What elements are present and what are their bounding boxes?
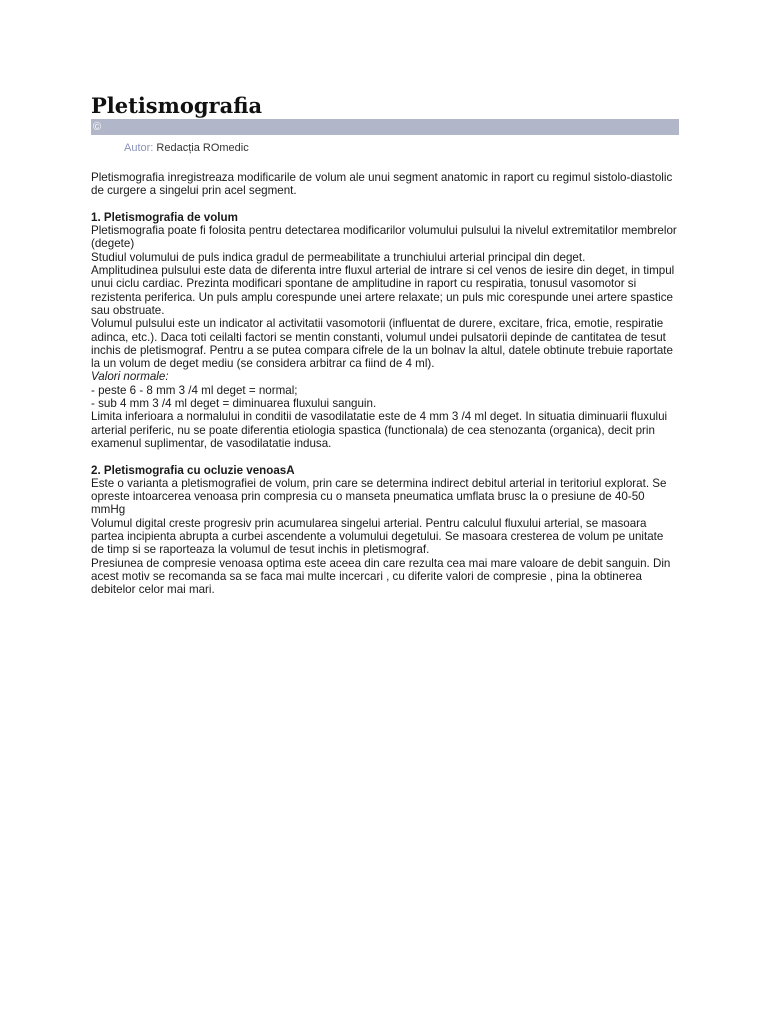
author-label: Autor: bbox=[124, 142, 154, 154]
author-link[interactable]: Redacția ROmedic bbox=[156, 142, 249, 154]
section2-p1: Este o varianta a pletismografiei de volum, prin care se determina indirect debitul arterial in teritoriul explorat. Se opreste intoarcerea venoasa prin compresia cu o manseta pneumatica umflata brusc la o presiune de 40-50 mmHg bbox=[91, 476, 667, 517]
section2-p3: Presiunea de compresie venoasa optima este aceea din care rezulta cea mai mare valoare de debit sanguin. Din acest motiv se recomanda sa se faca mai multe incercari , cu diferite valori de compresie , pina la obtinerea debitelor celor mai mari. bbox=[91, 556, 671, 597]
section1-p3: Amplitudinea pulsului este data de diferenta intre fluxul arterial de intrare si cel venos de iesire din deget, in timpul unui ciclu cardiac. Prezinta modificari spontane de amplitudine in raport cu respiratia, tonusul vasomotor si rezistenta periferica. Un puls amplu corespunde unei artere relaxate; un puls mic corespunde unei artere spastice sau obstruate. bbox=[91, 264, 675, 317]
section2-p2: Volumul digital creste progresiv prin acumularea singelui arterial. Pentru calculul fluxului arterial, se masoara partea incipienta abrupta a curbei ascendente a volumului degetului. Se masoara cresterea de volum pe unitate de timp si se raporteaza la volumul de tesut inchis in pletismograf. bbox=[91, 516, 664, 557]
section1-p4: Volumul pulsului este un indicator al activitatii vasomotorii (influentat de durere, excitare, frica, emotie, respiratie adinca, etc.). Daca toti ceilalti factori se mentin constanti, volumul undei pulsatorii depinde de cantitatea de tesut inchis de pletismograf. Pentru a se putea compara cifrele de la un bolnav la altul, datele obtinute trebuie raportate la un volum de deget mediu (se considera arbitrar ca fiind de 4 ml). bbox=[91, 317, 673, 371]
normal-values-label: Valori normale: bbox=[91, 370, 169, 384]
normal-value-2: - sub 4 mm 3 /4 ml deget = diminuarea fluxului sanguin. bbox=[91, 397, 377, 411]
section1-p2: Studiul volumului de puls indica gradul de permeabilitate a trunchiului arterial principal din deget. bbox=[91, 250, 586, 264]
normal-value-1: - peste 6 - 8 mm 3 /4 ml deget = normal; bbox=[91, 383, 298, 397]
section1-p5: Limita inferioara a normalului in conditii de vasodilatatie este de 4 mm 3 /4 ml deget. In situatia diminuarii fluxului arterial periferic, nu se poate diferentia etiologia spastica (functionala) de cea stenozanta (organica), decit prin examenul suplimentar, de vasodilatatie indusa. bbox=[91, 410, 668, 450]
section1-heading: 1. Pletismografia de volum bbox=[91, 210, 238, 224]
article-body bbox=[91, 171, 679, 597]
document-page bbox=[91, 93, 679, 597]
intro-paragraph: Pletismografia inregistreaza modificarile de volum ale unui segment anatomic in raport cu regimul sistolo-diastolic de curgere a singelui prin acel segment. bbox=[91, 171, 673, 198]
copyright-icon: © bbox=[93, 121, 102, 133]
author-line bbox=[124, 141, 679, 155]
section1-p1: Pletismografia poate fi folosita pentru detectarea modificarilor volumului pulsului la nivelul extremitatilor membrelor (degete) bbox=[91, 224, 677, 251]
title-bar bbox=[91, 119, 679, 135]
page-title: Pletismografia bbox=[91, 93, 263, 118]
section2-heading: 2. Pletismografia cu ocluzie venoasA bbox=[91, 463, 295, 477]
